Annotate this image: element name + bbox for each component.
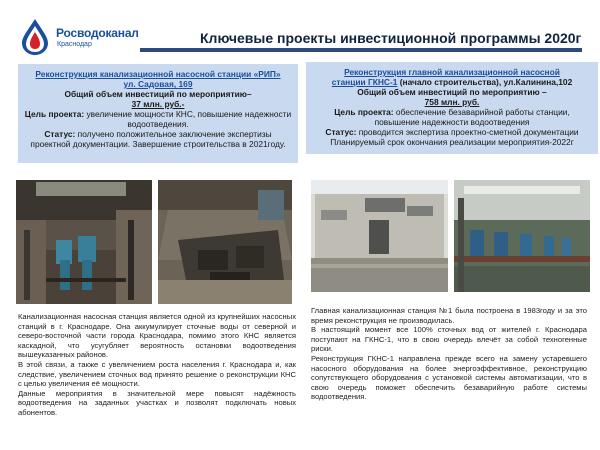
left-status-text: получено положительное заключение экспертизы проектной документации. Завершение строительства в 2021году. xyxy=(30,129,286,149)
photo-station-building xyxy=(311,180,448,292)
photo-station-pit xyxy=(158,180,292,304)
left-goal-label: Цель проекта: xyxy=(24,109,85,119)
right-investment-value: 758 млн. руб. xyxy=(424,97,480,107)
right-paragraph: В настоящий момент все 100% сточных вод от жителей г. Краснодара поступают на ГКНС-1, что в свою очередь влечёт за собой техногенные риски. xyxy=(311,325,587,354)
right-goal-text: обеспечение безаварийной работы станции, повышение надежности водоотведения xyxy=(374,107,570,127)
right-paragraph: Главная канализационная станция №1 была построена в 1983году и за это время реконструкция не производилась. xyxy=(311,306,587,325)
brand-name: Росводоканал xyxy=(56,26,139,40)
right-investment-label: Общий объем инвестиций по мероприятию – xyxy=(357,87,547,97)
right-status-label: Статус: xyxy=(325,127,357,137)
right-project-address: (начало строительства), ул.Калинина,102 xyxy=(397,77,573,87)
right-project-station: станции ГКНС-1 xyxy=(331,77,398,87)
left-status xyxy=(24,129,292,149)
left-goal xyxy=(24,109,292,129)
left-project-address: ул. Садовая, 169 xyxy=(123,79,193,89)
right-project-title-line2 xyxy=(312,77,592,87)
brand-city: Краснодар xyxy=(57,41,92,48)
left-project-description xyxy=(18,312,296,418)
right-status-text: проводится экспертиза проектно-сметной документации Планируемый срок окончания реализации мероприятия-2022г xyxy=(330,127,579,147)
left-paragraph: Канализационная насосная станция является одной из крупнейших насосных станций в г. Краснодаре. Она аккумулирует сточные воды от северной и северо-восточной части города Краснодара, помимо этого КНС является каскадной, что усугубляет вероятность остановки водоотведения вышеуказанных районов. xyxy=(18,312,296,360)
right-project-title: Реконструкция главной канализационной насосной xyxy=(344,67,560,77)
left-status-label: Статус: xyxy=(44,129,76,139)
water-drop-logo-icon xyxy=(18,18,52,56)
photo-pump-room-interior xyxy=(16,180,152,304)
brand-logo xyxy=(18,18,138,58)
page-title: Ключевые проекты инвестиционной программы 2020г xyxy=(200,30,582,46)
right-project-description xyxy=(311,306,587,402)
left-paragraph: Данные мероприятия в значительной мере повысят надёжность водоотведения на заданных участках и позволят подключать новых абонентов. xyxy=(18,388,296,417)
left-project-card xyxy=(18,64,298,163)
title-underline xyxy=(140,48,582,52)
left-investment-label: Общий объем инвестиций по мероприятию– xyxy=(64,89,252,99)
left-paragraph: В этой связи, а также с увеличением роста населения г. Краснодара и, как следствие, увеличением сточных вод принято решение о реконструкции КНС с целью увеличения её мощности. xyxy=(18,359,296,389)
right-status xyxy=(312,127,592,147)
photo-machine-hall xyxy=(454,180,590,292)
right-goal xyxy=(312,107,592,127)
right-paragraph: Реконструкция ГКНС-1 направлена прежде всего на замену устаревшего насосного оборудования на более энергоэффективное, реконструкцию сопутствующего оборудования с установкой системы автоматизации, что в свою очередь поможет обеспечить безаварийную работе системы водоотведения. xyxy=(311,353,587,402)
left-goal-text: увеличение мощности КНС, повышение надежности водоотведения. xyxy=(84,109,292,129)
left-project-title: Реконструкция канализационной насосной станции «РИП» xyxy=(35,69,281,79)
right-project-card xyxy=(306,62,598,154)
right-goal-label: Цель проекта: xyxy=(334,107,394,117)
left-investment-value: 37 млн. руб.- xyxy=(131,99,185,109)
